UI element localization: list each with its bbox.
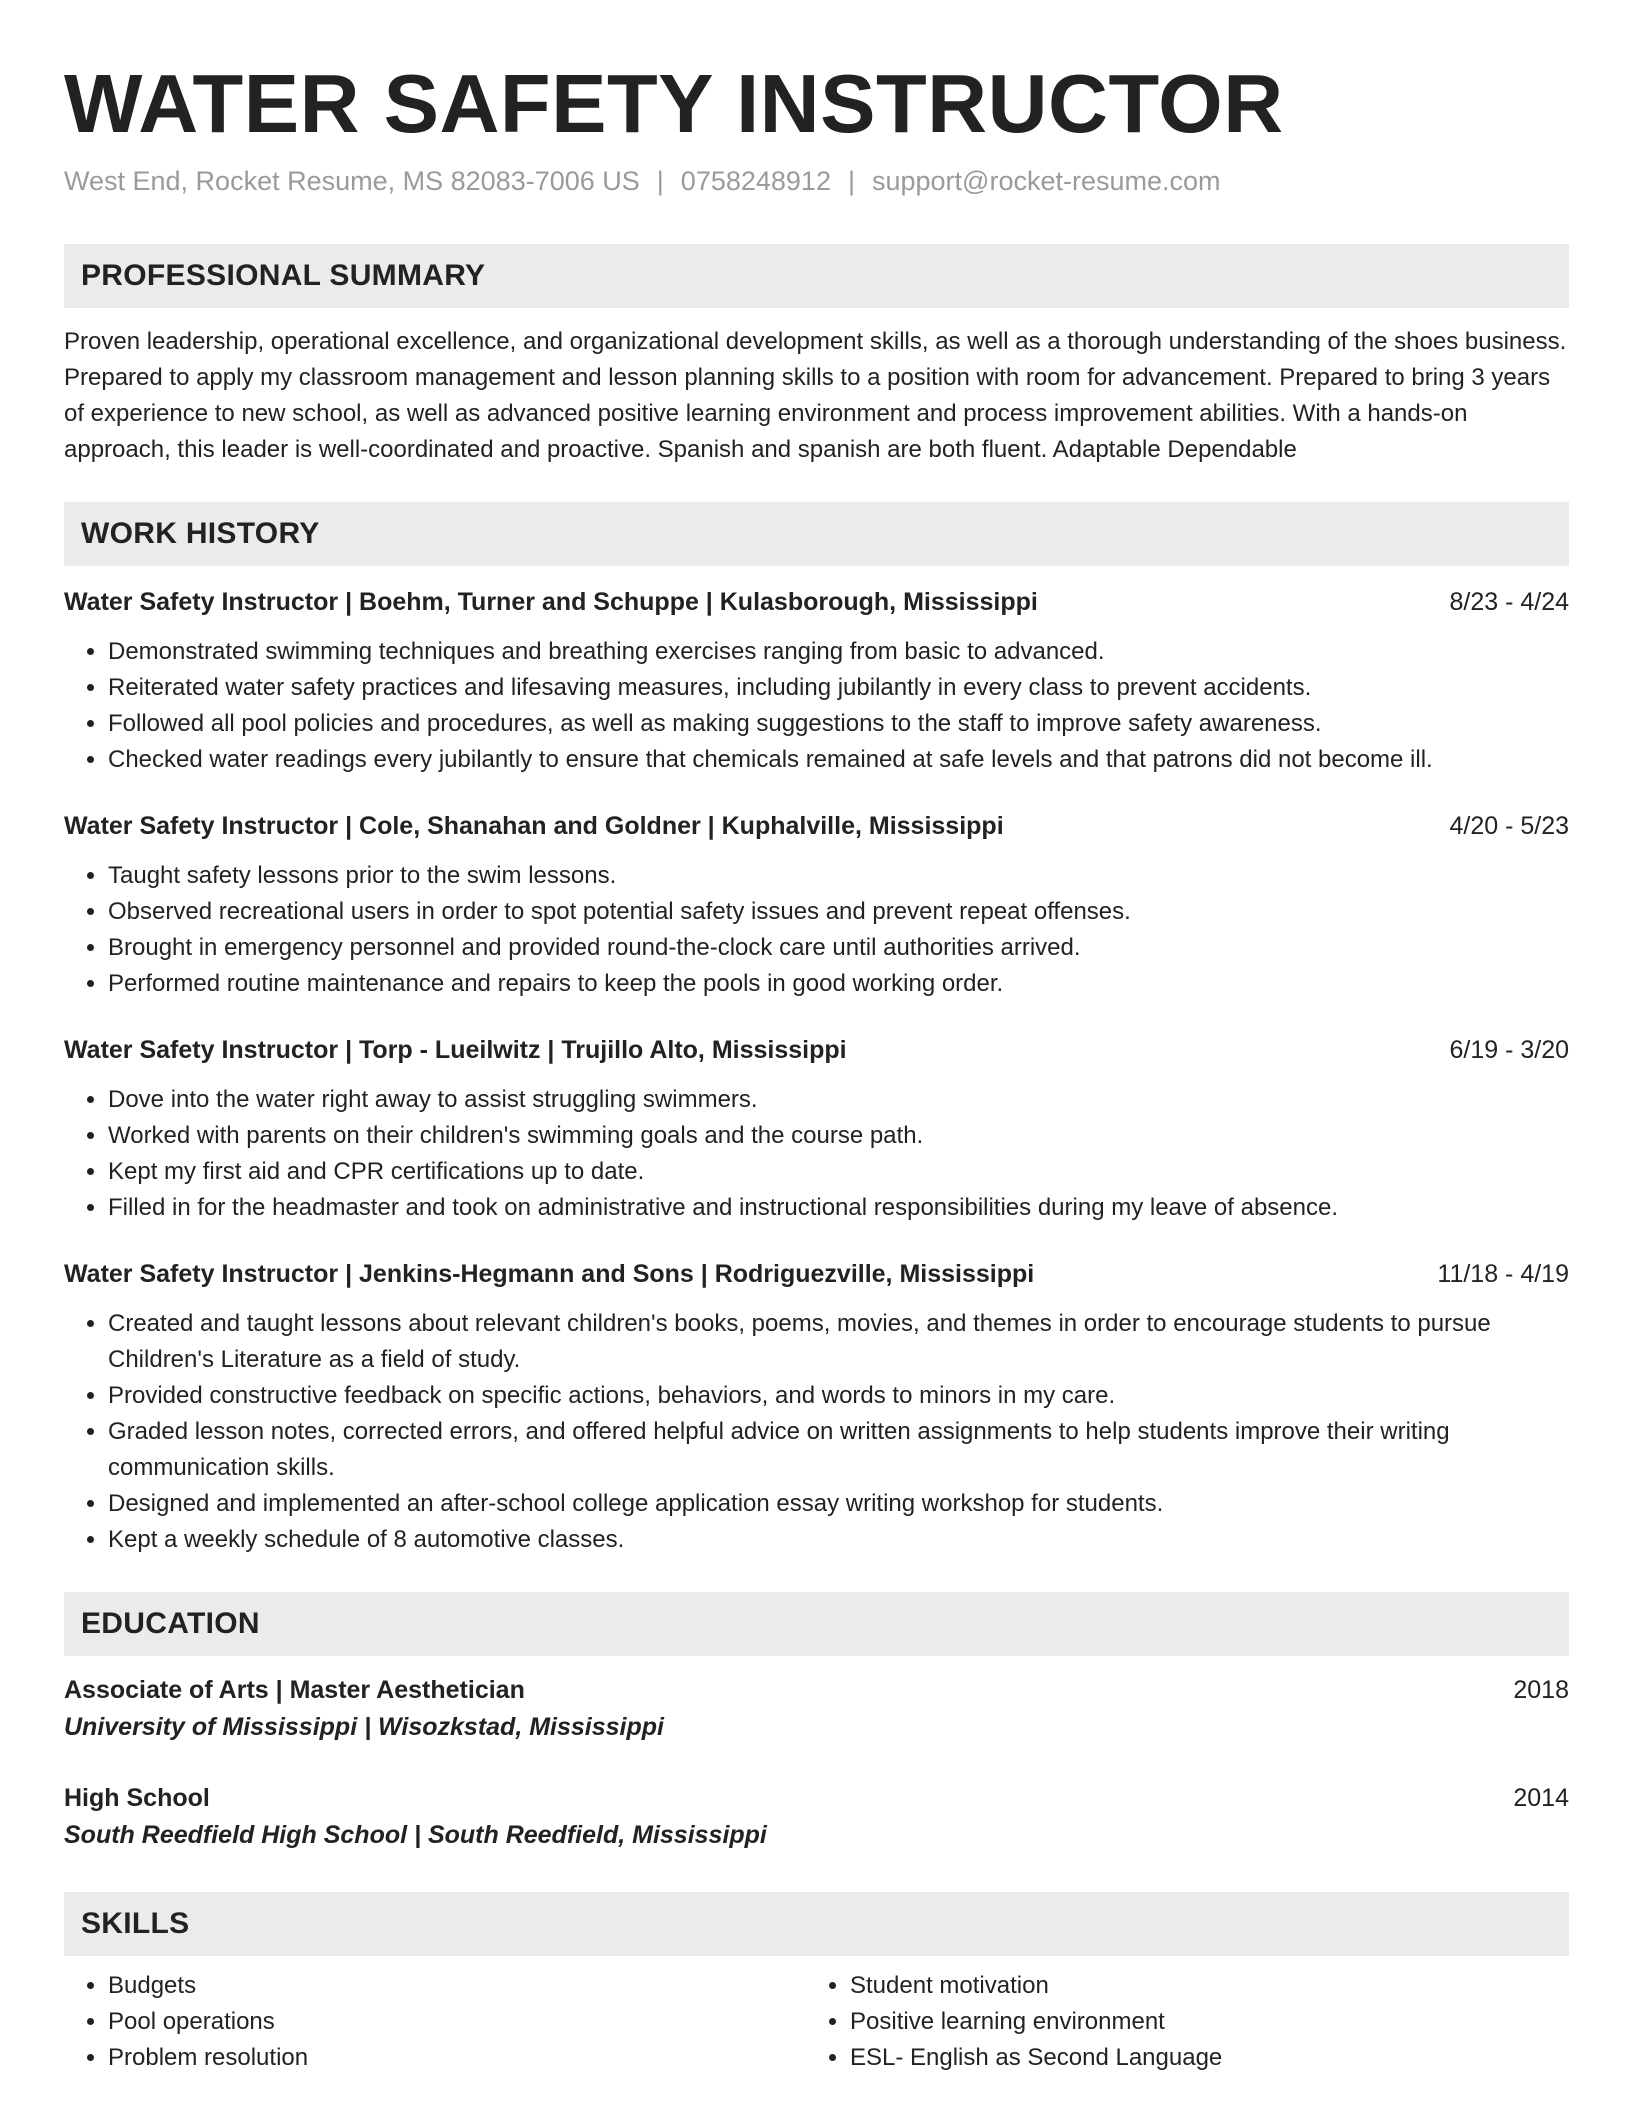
skill-item: • Pool operations — [108, 2004, 806, 2040]
job-dates: 6/19 - 3/20 — [1449, 1036, 1569, 1064]
job-title: Water Safety Instructor | Torp - Lueilwitz | Trujillo Alto, Mississippi — [64, 1036, 847, 1064]
skills-column-left — [64, 1968, 806, 2076]
section-heading-skills: SKILLS — [64, 1892, 1569, 1956]
job-header — [64, 808, 1569, 844]
section-heading-summary: PROFESSIONAL SUMMARY — [64, 244, 1569, 308]
job-entry — [64, 1256, 1569, 1558]
job-bullet: • Kept my first aid and CPR certifications up to date. — [108, 1154, 1569, 1190]
contact-line — [64, 164, 1569, 198]
education-school: University of Mississippi | Wisozkstad, Mississippi — [64, 1713, 664, 1741]
section-heading-education: EDUCATION — [64, 1592, 1569, 1656]
job-bullet: • Observed recreational users in order to spot potential safety issues and prevent repeat offenses. — [108, 894, 1569, 930]
skill-item: • Positive learning environment — [850, 2004, 1548, 2040]
job-bullets — [64, 1082, 1569, 1226]
education-degree: Associate of Arts | Master Aesthetician — [64, 1676, 525, 1704]
job-entry — [64, 584, 1569, 778]
resume-name: WATER SAFETY INSTRUCTOR — [64, 57, 1284, 150]
skill-item: • Budgets — [108, 1968, 806, 2004]
job-title: Water Safety Instructor | Jenkins-Hegmann and Sons | Rodriguezville, Mississippi — [64, 1260, 1035, 1288]
job-bullet: • Worked with parents on their children's swimming goals and the course path. — [108, 1118, 1569, 1154]
skill-item: • Problem resolution — [108, 2040, 806, 2076]
education-header — [64, 1672, 1569, 1708]
job-dates: 4/20 - 5/23 — [1449, 812, 1569, 840]
contact-address: West End, Rocket Resume, MS 82083-7006 US — [64, 166, 640, 196]
job-dates: 11/18 - 4/19 — [1437, 1260, 1569, 1288]
education-year: 2014 — [1513, 1784, 1569, 1812]
education-header — [64, 1780, 1569, 1816]
job-bullet: • Kept a weekly schedule of 8 automotive classes. — [108, 1522, 1569, 1558]
job-bullet: • Dove into the water right away to assist struggling swimmers. — [108, 1082, 1569, 1118]
job-header — [64, 584, 1569, 620]
job-bullet: • Graded lesson notes, corrected errors, and offered helpful advice on written assignments to help students improve their writing communication skills. — [108, 1414, 1569, 1486]
skill-item: • ESL- English as Second Language — [850, 2040, 1548, 2076]
education-entry — [64, 1672, 1569, 1746]
skills-column-right — [806, 1968, 1548, 2076]
education-entry — [64, 1780, 1569, 1854]
job-title: Water Safety Instructor | Cole, Shanahan and Goldner | Kuphalville, Mississippi — [64, 812, 1004, 840]
skills-list — [64, 1968, 1569, 2076]
job-bullet: • Designed and implemented an after-school college application essay writing workshop for students. — [108, 1486, 1569, 1522]
job-bullet: • Taught safety lessons prior to the swim lessons. — [108, 858, 1569, 894]
summary-text: Proven leadership, operational excellence, and organizational development skills, as well as a thorough understanding of the shoes business. Prepared to apply my classroom management and lesson planning skills to a position with room for advancement. Prepared to bring 3 years of experience to new school, as well as advanced positive learning environment and process improvement abilities. With a hands-on approach, this leader is well-coordinated and proactive. Spanish and spanish are both fluent. Adaptable Dependable — [64, 328, 1567, 463]
contact-separator: | — [656, 166, 664, 196]
job-bullets — [64, 1306, 1569, 1558]
job-bullet: • Brought in emergency personnel and provided round-the-clock care until authorities arrived. — [108, 930, 1569, 966]
job-bullet: • Filled in for the headmaster and took on administrative and instructional responsibilities during my leave of absence. — [108, 1190, 1569, 1226]
contact-phone: 0758248912 — [680, 166, 831, 196]
job-entry — [64, 808, 1569, 1002]
job-bullets — [64, 858, 1569, 1002]
job-bullet: • Checked water readings every jubilantly to ensure that chemicals remained at safe levels and that patrons did not become ill. — [108, 742, 1569, 778]
contact-email: support@rocket-resume.com — [871, 166, 1221, 196]
job-entry — [64, 1032, 1569, 1226]
job-bullet: • Reiterated water safety practices and lifesaving measures, including jubilantly in every class to prevent accidents. — [108, 670, 1569, 706]
job-bullet: • Provided constructive feedback on specific actions, behaviors, and words to minors in my care. — [108, 1378, 1569, 1414]
education-degree: High School — [64, 1784, 210, 1812]
education-school: South Reedfield High School | South Reedfield, Mississippi — [64, 1821, 767, 1849]
job-bullet: • Created and taught lessons about relevant children's books, poems, movies, and themes in order to encourage students to pursue Children's Literature as a field of study. — [108, 1306, 1569, 1378]
job-header — [64, 1032, 1569, 1068]
job-title: Water Safety Instructor | Boehm, Turner and Schuppe | Kulasborough, Mississippi — [64, 588, 1038, 616]
job-header — [64, 1256, 1569, 1292]
education-year: 2018 — [1513, 1676, 1569, 1704]
contact-separator: | — [847, 166, 855, 196]
job-dates: 8/23 - 4/24 — [1449, 588, 1569, 616]
skill-item: • Student motivation — [850, 1968, 1548, 2004]
section-heading-work-history: WORK HISTORY — [64, 502, 1569, 566]
job-bullet: • Followed all pool policies and procedures, as well as making suggestions to the staff to improve safety awareness. — [108, 706, 1569, 742]
job-bullets — [64, 634, 1569, 778]
job-bullet: • Demonstrated swimming techniques and breathing exercises ranging from basic to advanced. — [108, 634, 1569, 670]
job-bullet: • Performed routine maintenance and repairs to keep the pools in good working order. — [108, 966, 1569, 1002]
